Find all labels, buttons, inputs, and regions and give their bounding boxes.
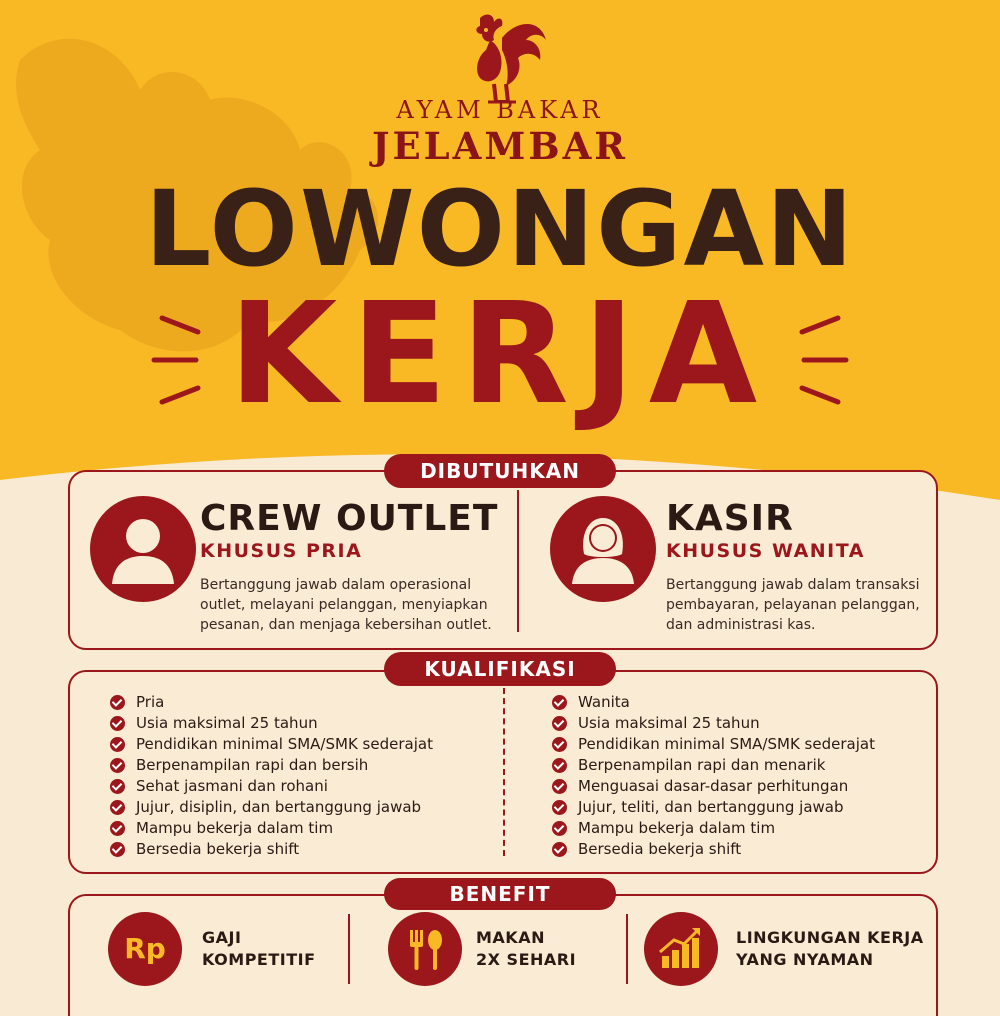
qualifications-list-right bbox=[552, 692, 875, 860]
role-description-crew: Bertanggung jawab dalam operasional outlet, melayani pelanggan, menyiapkan pesanan, dan menjaga kebersihan outlet. bbox=[200, 577, 492, 633]
check-icon bbox=[110, 821, 125, 836]
list-item: Pria bbox=[110, 692, 433, 713]
list-item: Jujur, disiplin, dan bertanggung jawab bbox=[110, 797, 433, 818]
role-subtitle-cashier: KHUSUS WANITA bbox=[666, 540, 865, 562]
female-avatar-icon bbox=[550, 496, 656, 602]
check-icon bbox=[552, 758, 567, 773]
benefit-label-salary: GAJI KOMPETITIF bbox=[202, 928, 316, 969]
list-item: Wanita bbox=[552, 692, 875, 713]
check-icon bbox=[552, 716, 567, 731]
list-item: Sehat jasmani dan rohani bbox=[110, 776, 433, 797]
list-item: Bersedia bekerja shift bbox=[552, 839, 875, 860]
benefit-label-environment: LINGKUNGAN KERJA YANG NYAMAN bbox=[736, 928, 924, 969]
male-avatar-icon bbox=[90, 496, 196, 602]
role-description-cashier: Bertanggung jawab dalam transaksi pembayaran, pelayanan pelanggan, dan administrasi kas. bbox=[666, 577, 920, 633]
headline-line2: KERJA bbox=[228, 273, 772, 436]
list-item: Berpenampilan rapi dan bersih bbox=[110, 755, 433, 776]
check-icon bbox=[110, 737, 125, 752]
list-item: Menguasai dasar-dasar perhitungan bbox=[552, 776, 875, 797]
check-icon bbox=[552, 821, 567, 836]
list-item: Jujur, teliti, dan bertanggung jawab bbox=[552, 797, 875, 818]
role-title-cashier: KASIR bbox=[666, 498, 794, 539]
section-label-qualifications: KUALIFIKASI bbox=[384, 652, 616, 686]
qualifications-list-left bbox=[110, 692, 433, 860]
check-icon bbox=[552, 842, 567, 857]
brand-name-line2: JELAMBAR bbox=[371, 124, 629, 168]
list-item: Mampu bekerja dalam tim bbox=[552, 818, 875, 839]
benefit-label-meals: MAKAN 2X SEHARI bbox=[476, 928, 577, 969]
list-item: Mampu bekerja dalam tim bbox=[110, 818, 433, 839]
check-icon bbox=[110, 716, 125, 731]
check-icon bbox=[552, 695, 567, 710]
headline-line1: LOWONGAN bbox=[144, 168, 856, 290]
burst-lines-decoration bbox=[0, 0, 1000, 460]
brand-name-line1: AYAM BAKAR bbox=[396, 96, 604, 124]
list-item: Usia maksimal 25 tahun bbox=[110, 713, 433, 734]
list-item: Berpenampilan rapi dan menarik bbox=[552, 755, 875, 776]
check-icon bbox=[110, 779, 125, 794]
check-icon bbox=[552, 779, 567, 794]
growth-chart-icon bbox=[644, 912, 718, 986]
role-title-crew: CREW OUTLET bbox=[200, 498, 499, 539]
check-icon bbox=[110, 800, 125, 815]
list-item: Pendidikan minimal SMA/SMK sederajat bbox=[110, 734, 433, 755]
section-label-needed: DIBUTUHKAN bbox=[384, 454, 616, 488]
check-icon bbox=[110, 758, 125, 773]
roles-divider bbox=[517, 490, 519, 632]
check-icon bbox=[110, 695, 125, 710]
benefit-divider-2 bbox=[626, 914, 628, 984]
section-label-benefit: BENEFIT bbox=[384, 878, 616, 910]
check-icon bbox=[110, 842, 125, 857]
check-icon bbox=[552, 737, 567, 752]
list-item: Usia maksimal 25 tahun bbox=[552, 713, 875, 734]
list-item: Bersedia bekerja shift bbox=[110, 839, 433, 860]
benefit-divider-1 bbox=[348, 914, 350, 984]
role-subtitle-crew: KHUSUS PRIA bbox=[200, 540, 363, 562]
list-item: Pendidikan minimal SMA/SMK sederajat bbox=[552, 734, 875, 755]
rupiah-icon: Rp bbox=[108, 912, 182, 986]
check-icon bbox=[552, 800, 567, 815]
qualifications-divider bbox=[503, 688, 505, 856]
fork-spoon-icon bbox=[388, 912, 462, 986]
